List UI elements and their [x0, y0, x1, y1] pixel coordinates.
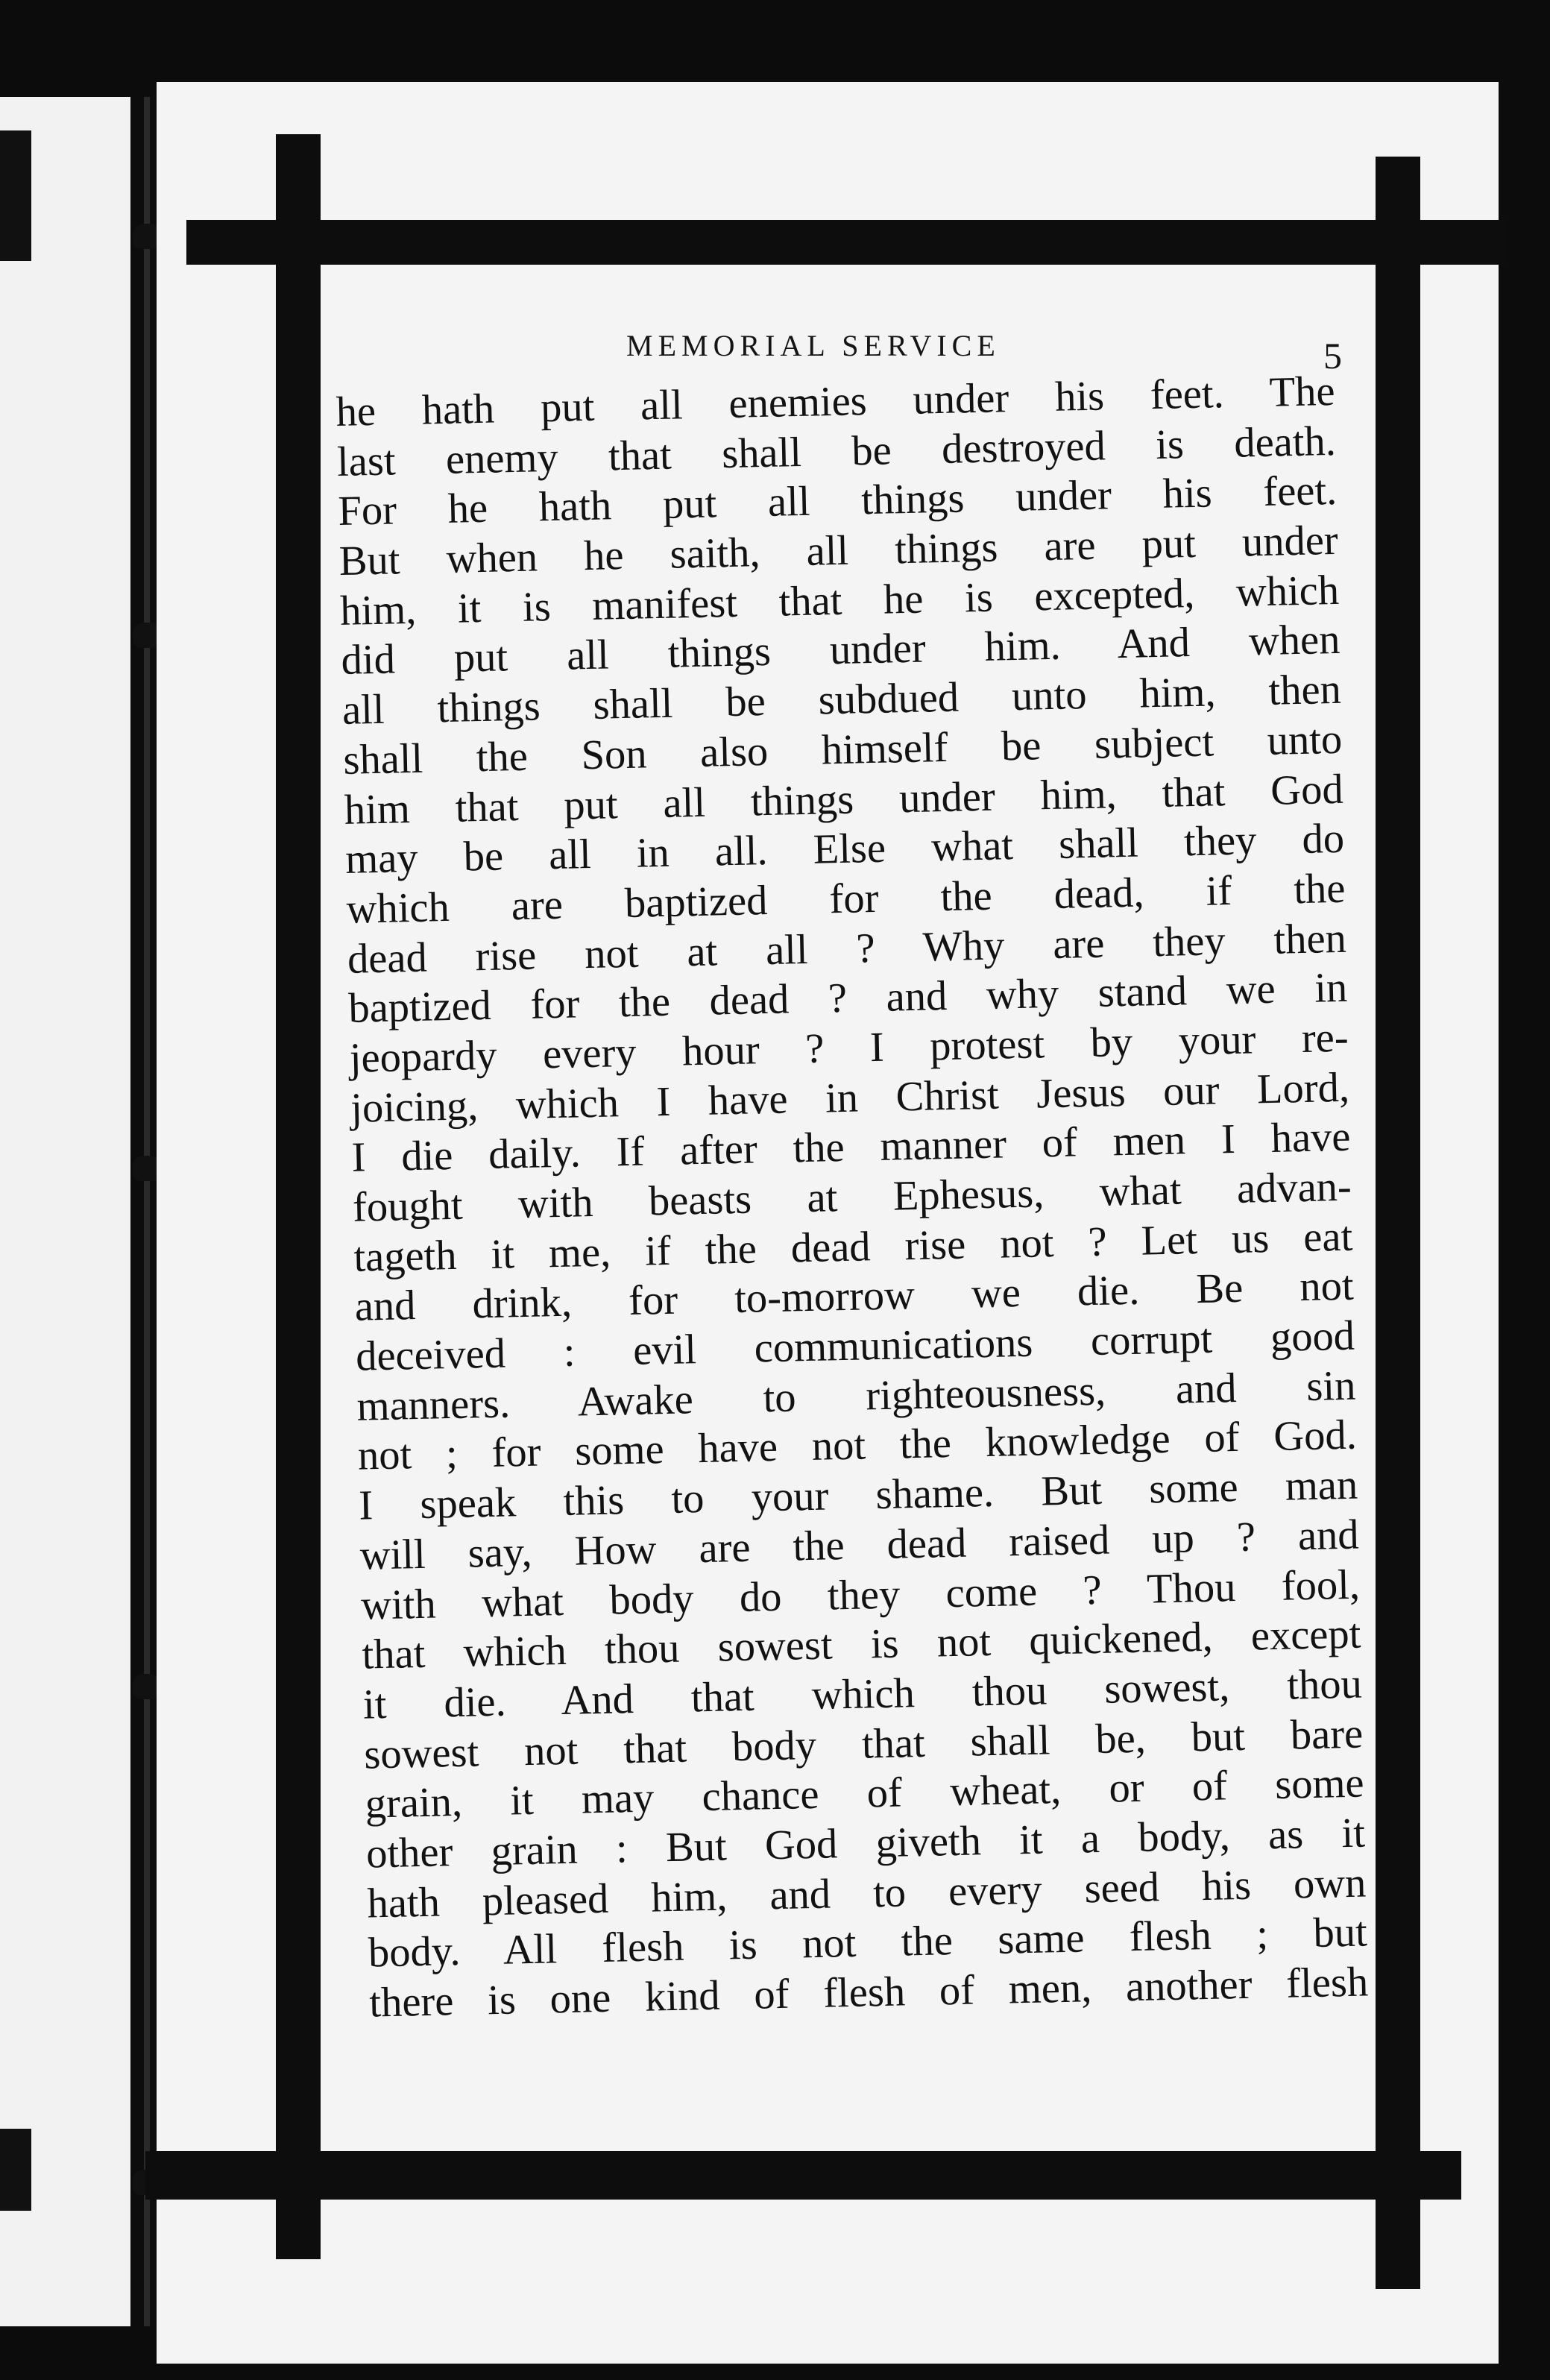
- text-line: But when he saith, all things are put under: [338, 517, 1339, 585]
- border-bar-right: [1376, 157, 1420, 2289]
- text-line: hath pleased him, and to every seed his own: [366, 1860, 1367, 1927]
- text-line: tageth it me, if the dead rise not ? Let us eat: [353, 1213, 1353, 1281]
- page-number: 5: [1323, 335, 1342, 377]
- border-bar-left: [276, 134, 321, 2259]
- text-line: sowest not that body that shall be, but bare: [363, 1710, 1364, 1778]
- border-bar-top: [186, 220, 1506, 265]
- text-line: other grain : But God giveth it a body, as it: [365, 1810, 1366, 1877]
- running-title: MEMORIAL SERVICE: [626, 329, 1001, 362]
- text-line: I die daily. If after the manner of men I have: [350, 1114, 1351, 1182]
- text-line: baptized for the dead ? and why stand we in: [347, 965, 1348, 1033]
- text-line: him that put all things under him, that God: [344, 766, 1344, 834]
- text-line: I speak this to your shame. But some man: [358, 1461, 1358, 1529]
- text-line: which are baptized for the dead, if the: [346, 865, 1346, 933]
- text-line: body. All flesh is not the same flesh ; but: [368, 1909, 1368, 1977]
- previous-page-edge: [0, 97, 130, 2326]
- text-line: will say, How are the dead raised up ? and: [359, 1511, 1360, 1579]
- text-line: shall the Son also himself be subject unto: [342, 716, 1343, 784]
- text-line: he hath put all enemies under his feet. The: [335, 368, 1336, 435]
- text-line: manners. Awake to righteousness, and sin: [356, 1362, 1356, 1430]
- previous-page-border-rule: [144, 97, 150, 2326]
- text-line: joicing, which I have in Christ Jesus our Lord,: [350, 1064, 1350, 1132]
- text-line: all things shall be subdued unto him, then: [341, 666, 1342, 734]
- previous-page-border-bar: [0, 2129, 31, 2211]
- text-line: not ; for some have not the knowledge of God.: [357, 1412, 1358, 1480]
- text-line: there is one kind of flesh of men, another flesh: [368, 1959, 1369, 2027]
- text-line: did put all things under him. And when: [341, 617, 1341, 684]
- text-line: grain, it may chance of wheat, or of some: [365, 1760, 1365, 1828]
- text-line: deceived : evil communications corrupt good: [355, 1312, 1355, 1380]
- text-line: jeopardy every hour ? I protest by your re-: [349, 1014, 1349, 1082]
- text-line: fought with beasts at Ephesus, what advan-: [352, 1163, 1352, 1231]
- text-line: that which thou sowest is not quickened, except: [361, 1611, 1361, 1678]
- scripture-text: [335, 367, 1369, 2028]
- text-line: may be all in all. Else what shall they do: [344, 815, 1345, 884]
- text-line: and drink, for to-morrow we die. Be not: [354, 1263, 1355, 1331]
- text-line: For he hath put all things under his feet.: [337, 468, 1338, 535]
- text-line: it die. And that which thou sowest, thou: [362, 1660, 1363, 1728]
- text-line: dead rise not at all ? Why are they then: [347, 915, 1347, 983]
- text-line: with what body do they come ? Thou fool,: [360, 1561, 1361, 1629]
- text-line: him, it is manifest that he is excepted, which: [339, 567, 1340, 635]
- border-bar-bottom: [145, 2151, 1461, 2200]
- text-line: last enemy that shall be destroyed is death.: [336, 418, 1337, 485]
- previous-page-border-bar: [0, 130, 31, 261]
